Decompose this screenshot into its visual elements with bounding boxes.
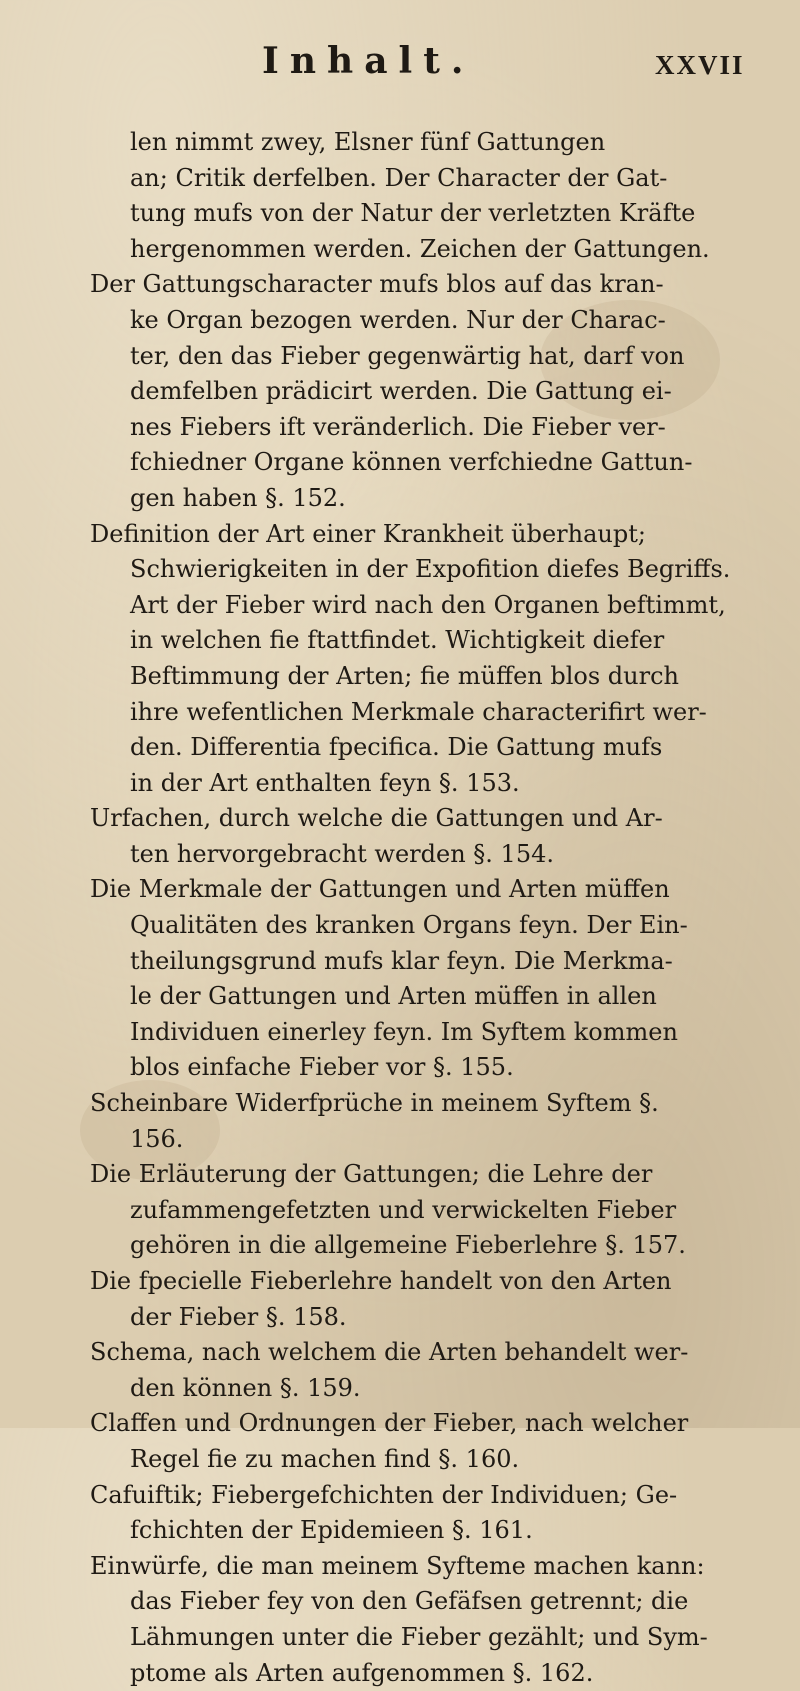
- text-line: Der Gattungscharacter mufs blos auf das kran-: [90, 270, 664, 299]
- text-line: Schema, nach welchem die Arten behandelt wer-: [90, 1338, 689, 1367]
- text-line: zufammengefetzten und verwickelten Fieber: [130, 1195, 677, 1224]
- text-line: theilungsgrund mufs klar feyn. Die Merkma-: [130, 946, 673, 975]
- text-line: in welchen fie ftattfindet. Wichtigkeit diefer: [130, 626, 665, 655]
- text-line: gehören in die allgemeine Fieberlehre §. 157.: [130, 1231, 686, 1260]
- text-line: ten hervorgebracht werden §. 154.: [130, 839, 554, 868]
- text-line: ptome als Arten aufgenommen §. 162.: [130, 1658, 594, 1687]
- text-line: len nimmt zwey, Elsner fünf Gattungen: [130, 128, 606, 156]
- text-line: le der Gattungen und Arten müffen in allen: [130, 982, 657, 1011]
- text-line: ihre wefentlichen Merkmale characterifirt wer-: [130, 697, 707, 726]
- text-line: hergenommen werden. Zeichen der Gattungen.: [130, 234, 710, 263]
- text-line: ke Organ bezogen werden. Nur der Charac-: [130, 305, 666, 334]
- text-line: Art der Fieber wird nach den Organen beftimmt,: [130, 590, 726, 619]
- text-line: den können §. 159.: [130, 1373, 361, 1402]
- text-line: Beftimmung der Arten; fie müffen blos durch: [130, 661, 679, 690]
- text-line: der Fieber §. 158.: [130, 1302, 347, 1331]
- text-line: ter, den das Fieber gegenwärtig hat, darf von: [130, 341, 685, 370]
- page-header: [0, 40, 800, 90]
- text-line: Cafuiftik; Fiebergefchichten der Individuen; Ge-: [90, 1480, 678, 1509]
- text-line: Lähmungen unter die Fieber gezählt; und Sym-: [130, 1622, 708, 1651]
- page-number: XXVII: [655, 50, 745, 80]
- table-of-contents-text: [90, 125, 780, 1691]
- running-title: Inhalt.: [262, 40, 475, 82]
- text-line: Individuen einerley feyn. Im Syftem kommen: [130, 1017, 678, 1046]
- text-line: Urfachen, durch welche die Gattungen und Ar-: [90, 804, 663, 833]
- text-line: Die fpecielle Fieberlehre handelt von den Arten: [90, 1267, 672, 1295]
- text-line: blos einfache Fieber vor §. 155.: [130, 1053, 514, 1082]
- text-line: demfelben prädicirt werden. Die Gattung ei-: [130, 377, 672, 406]
- text-line: gen haben §. 152.: [130, 483, 346, 512]
- text-line: Schwierigkeiten in der Expofition diefes Begriffs.: [130, 555, 731, 584]
- text-line: Die Merkmale der Gattungen und Arten müffen: [90, 875, 670, 904]
- text-line: fchiedner Organe können verfchiedne Gattun-: [130, 448, 693, 477]
- text-line: Definition der Art einer Krankheit überhaupt;: [90, 519, 646, 548]
- text-line: Regel fie zu machen find §. 160.: [130, 1444, 520, 1473]
- text-line: tung mufs von der Natur der verletzten Kräfte: [130, 199, 696, 228]
- text-line: Die Erläuterung der Gattungen; die Lehre der: [90, 1160, 653, 1189]
- text-line: nes Fiebers ift veränderlich. Die Fieber ver-: [130, 412, 666, 441]
- text-line: Qualitäten des kranken Organs feyn. Der Ein-: [130, 911, 688, 940]
- text-line: Einwürfe, die man meinem Syfteme machen kann:: [90, 1551, 705, 1580]
- text-line: den. Differentia fpecifica. Die Gattung mufs: [130, 733, 663, 762]
- text-line: Scheinbare Widerfprüche in meinem Syftem §.: [90, 1089, 659, 1118]
- text-line: Claffen und Ordnungen der Fieber, nach welcher: [90, 1409, 689, 1438]
- text-line: das Fieber fey von den Gefäfsen getrennt; die: [130, 1587, 689, 1616]
- text-line: in der Art enthalten feyn §. 153.: [130, 768, 520, 797]
- text-line: fchichten der Epidemieen §. 161.: [130, 1516, 533, 1545]
- text-line: 156.: [130, 1124, 184, 1153]
- text-line: an; Critik derfelben. Der Character der Gat-: [130, 163, 668, 192]
